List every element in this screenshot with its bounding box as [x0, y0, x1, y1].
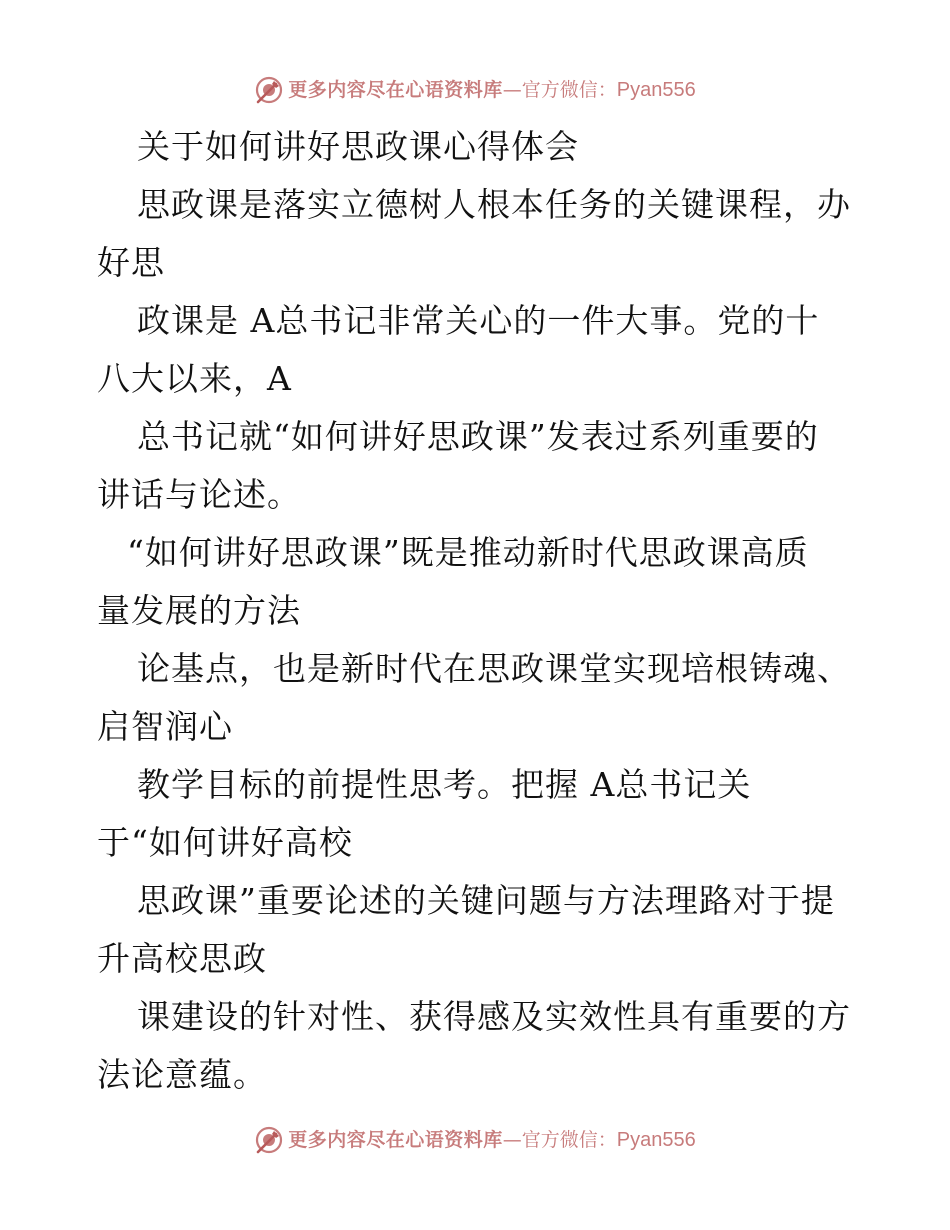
paragraph-line: 好思 — [97, 243, 165, 282]
footer-banner — [0, 1120, 950, 1160]
document-body — [97, 118, 857, 1104]
banner-main-text: 更多内容尽在心语资料库 — [288, 79, 503, 101]
header-banner — [0, 70, 950, 110]
banner-separator: — — [502, 1129, 522, 1151]
paragraph-line: 讲话与论述。 — [97, 475, 301, 514]
paragraph-line: 量发展的方法 — [97, 591, 301, 630]
paragraph-line: 启智润心 — [97, 707, 233, 746]
banner-wechat-label: 官方微信： — [521, 1129, 617, 1151]
banner-separator: — — [502, 79, 522, 101]
banner-wechat-label: 官方微信： — [521, 79, 617, 101]
pen-seal-logo-icon — [254, 75, 284, 105]
banner-wechat-id: Pyan556 — [616, 1129, 696, 1151]
paragraph-line: 课建设的针对性、获得感及实效性具有重要的方 — [137, 997, 851, 1036]
paragraph-line: 论基点，也是新时代在思政课堂实现培根铸魂、 — [137, 649, 851, 688]
paragraph-line: 思政课”重要论述的关键问题与方法理路对于提 — [137, 881, 835, 920]
paragraph-line: “如何讲好思政课”既是推动新时代思政课高质 — [127, 533, 809, 572]
banner-text — [288, 76, 696, 104]
pen-seal-logo-icon — [254, 1125, 284, 1155]
paragraph-line: 于“如何讲好高校 — [97, 823, 353, 862]
paragraph-line: 法论意蕴。 — [97, 1055, 267, 1094]
paragraph-line: 教学目标的前提性思考。把握 A总书记关 — [137, 765, 752, 804]
paragraph-line: 八大以来，A — [97, 359, 292, 398]
paragraph-line: 升高校思政 — [97, 939, 267, 978]
paragraph-line: 思政课是落实立德树人根本任务的关键课程，办 — [137, 185, 851, 224]
paragraph-line: 政课是 A总书记非常关心的一件大事。党的十 — [137, 301, 820, 340]
banner-main-text: 更多内容尽在心语资料库 — [288, 1129, 503, 1151]
banner-wechat-id: Pyan556 — [616, 79, 696, 101]
document-title: 关于如何讲好思政课心得体会 — [137, 127, 579, 166]
paragraph-line: 总书记就“如何讲好思政课”发表过系列重要的 — [137, 417, 819, 456]
banner-text — [288, 1126, 696, 1154]
